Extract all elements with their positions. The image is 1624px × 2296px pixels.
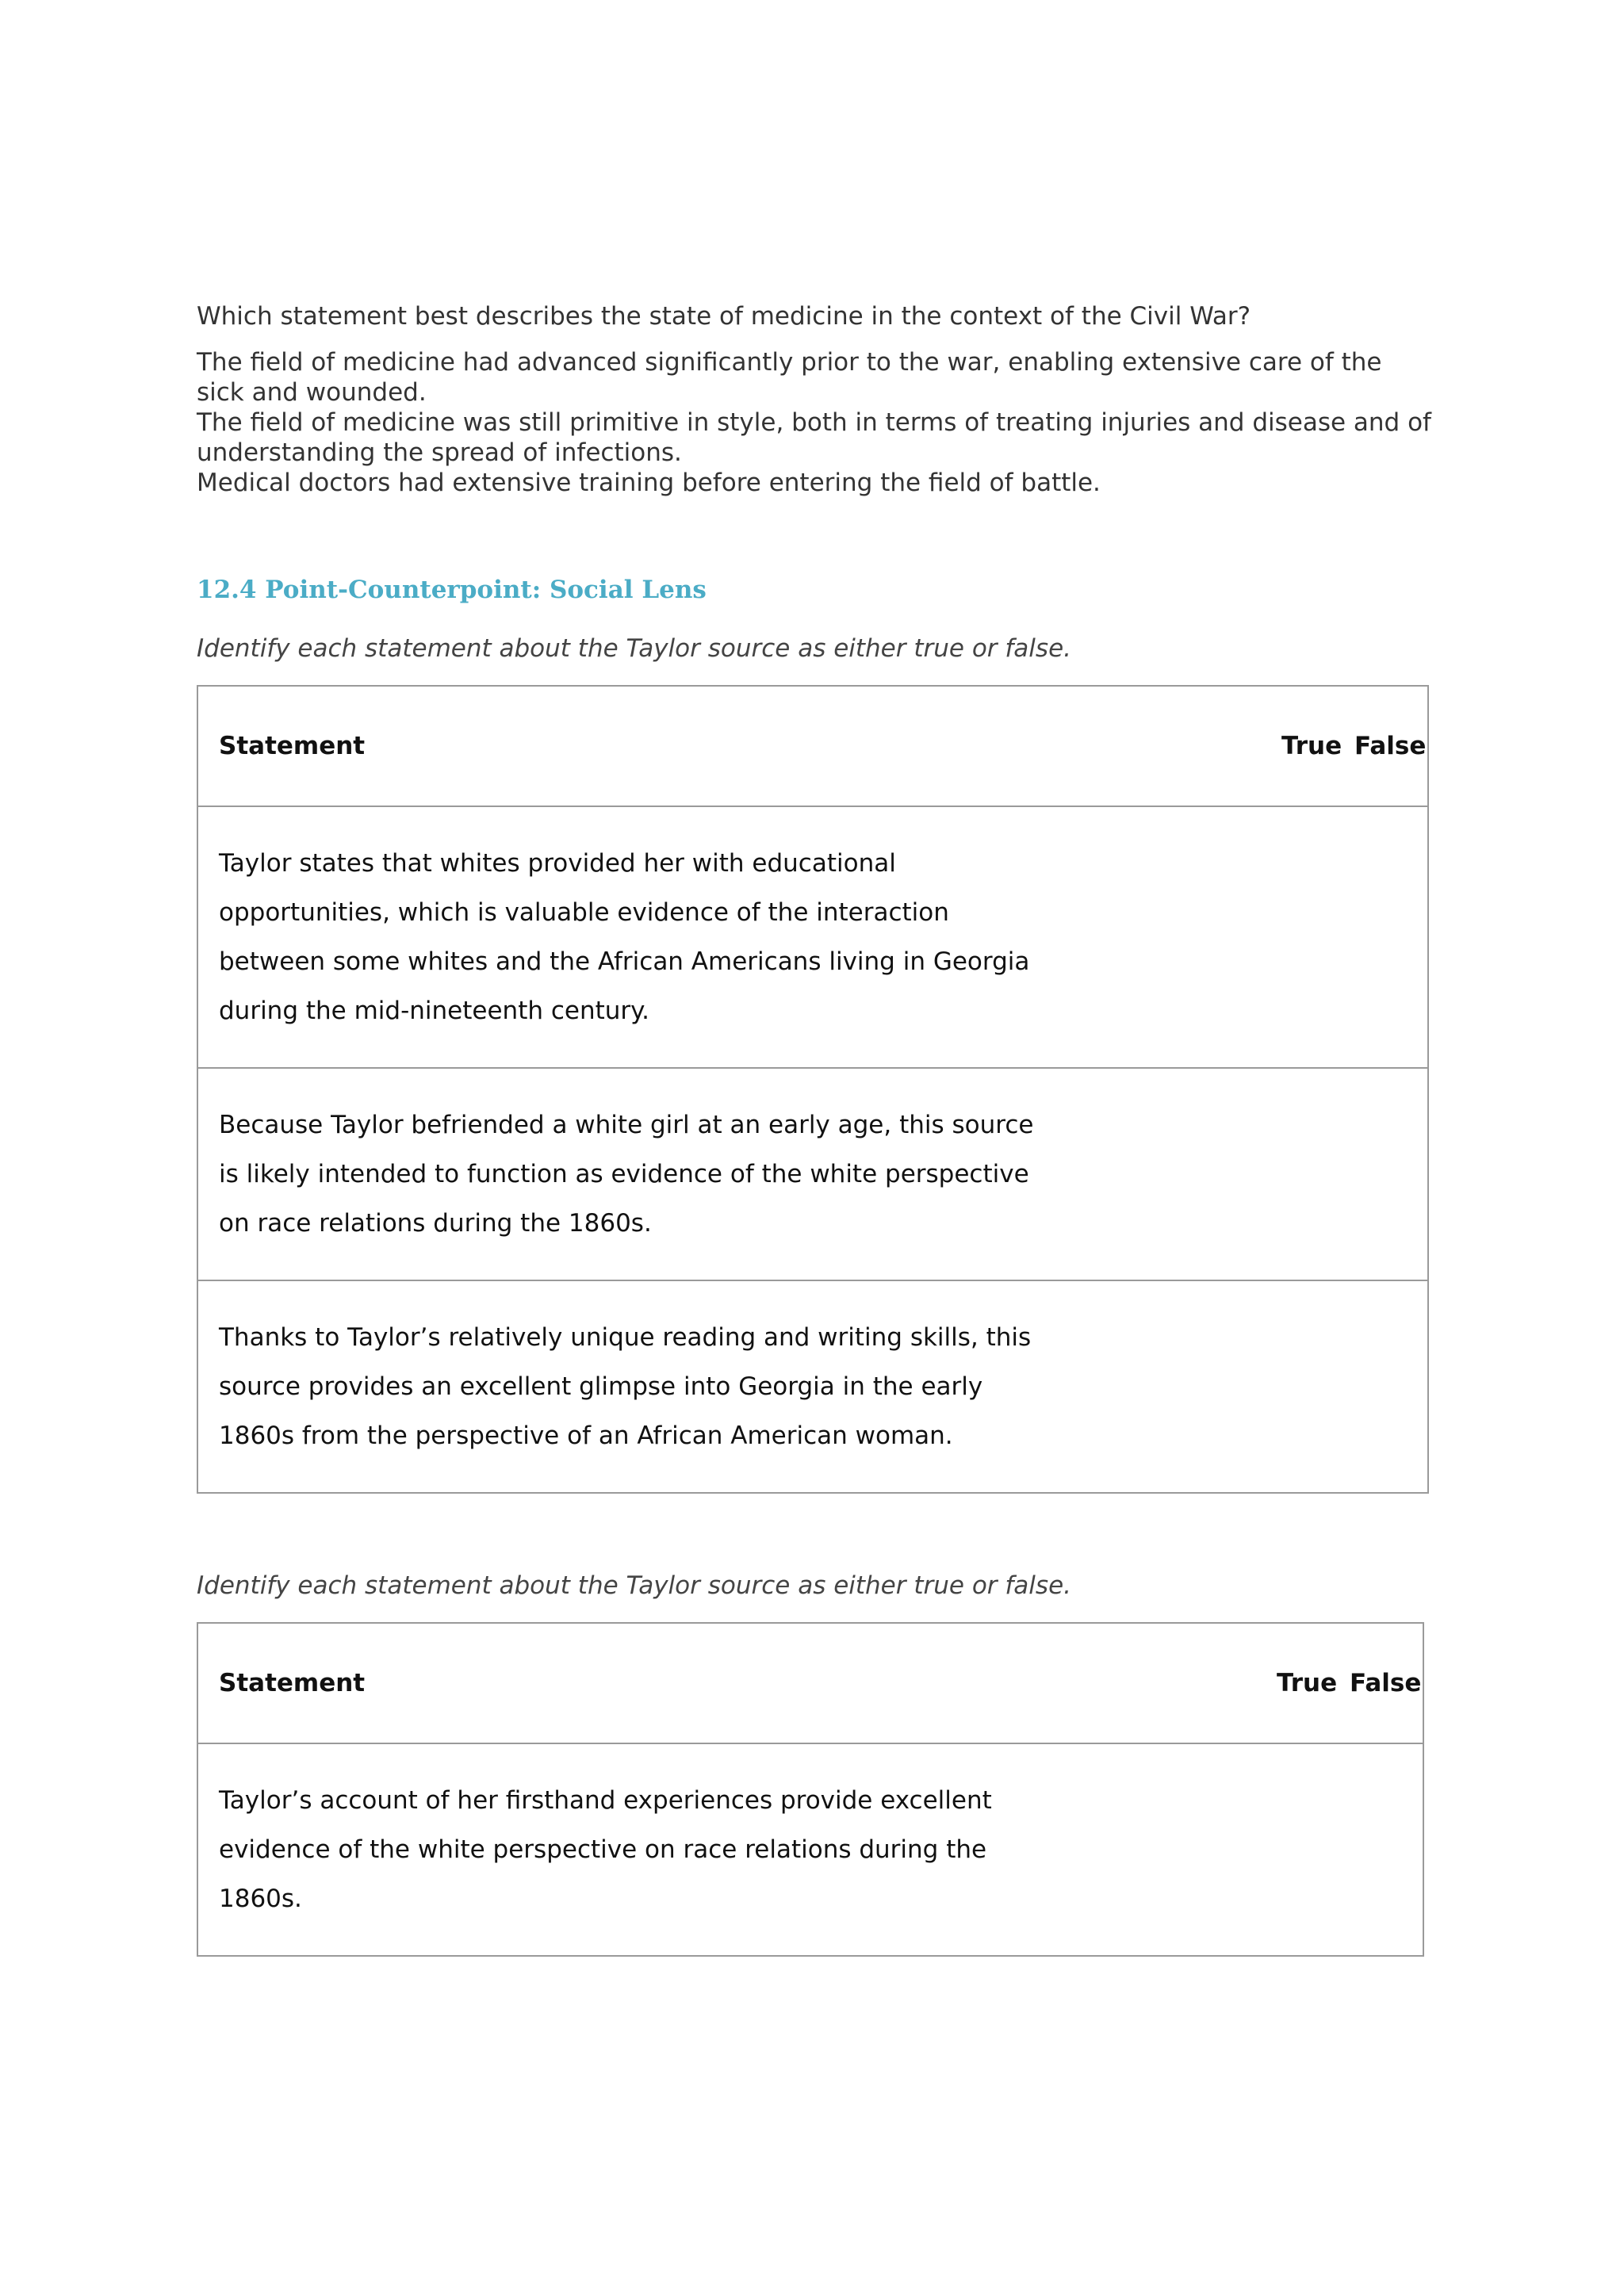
true-answer-cell[interactable] [1281,1280,1354,1493]
statement-cell: Thanks to Taylor’s relatively unique reading and writing skills, this source provides an excellent glimpse into Georgia in the early 1860s from the perspective of an African American woman. [197,1280,1281,1493]
table-instruction: Identify each statement about the Taylor source as either true or false. [197,634,1071,663]
spacer [197,1494,1434,1570]
table-row [197,1068,1428,1280]
true-false-table [197,685,1429,1494]
false-column-header: False [1350,1623,1423,1743]
true-column-header: True [1281,686,1354,806]
table-row [197,806,1428,1068]
false-answer-cell[interactable] [1350,1743,1423,1956]
table-instruction: Identify each statement about the Taylor source as either true or false. [197,1571,1071,1600]
true-answer-cell[interactable] [1281,1068,1354,1280]
statement-cell: Taylor states that whites provided her with educational opportunities, which is valuable evidence of the interaction between some whites and the African Americans living in Georgia during the mid-nineteenth century. [197,806,1281,1068]
true-column-header: True [1277,1623,1350,1743]
table-header-row [197,686,1428,806]
answer-option[interactable]: The field of medicine was still primitive in style, both in terms of treating injuries and disease and of understanding the spread of infections. [197,408,1431,467]
false-answer-cell[interactable] [1354,1280,1428,1493]
table-header-row [197,1623,1423,1743]
section-heading: 12.4 Point-Counterpoint: Social Lens [197,576,707,604]
true-answer-cell[interactable] [1281,806,1354,1068]
statement-column-header: Statement [197,1623,1277,1743]
page-content [197,301,1434,1957]
true-false-table [197,1622,1424,1957]
false-answer-cell[interactable] [1354,806,1428,1068]
question-prompt: Which statement best describes the state of medicine in the context of the Civil War? [197,302,1251,331]
statement-column-header: Statement [197,686,1281,806]
true-answer-cell[interactable] [1277,1743,1350,1956]
statement-cell: Taylor’s account of her firsthand experiences provide excellent evidence of the white perspective on race relations during the 1860s. [197,1743,1277,1956]
answer-options [197,347,1434,498]
table-row [197,1743,1423,1956]
false-column-header: False [1354,686,1428,806]
table-row [197,1280,1428,1493]
statement-cell: Because Taylor befriended a white girl at an early age, this source is likely intended to function as evidence of the white perspective on race relations during the 1860s. [197,1068,1281,1280]
false-answer-cell[interactable] [1354,1068,1428,1280]
answer-option[interactable]: Medical doctors had extensive training before entering the field of battle. [197,469,1101,497]
answer-option[interactable]: The field of medicine had advanced significantly prior to the war, enabling extensive care of the sick and wounded. [197,348,1382,407]
